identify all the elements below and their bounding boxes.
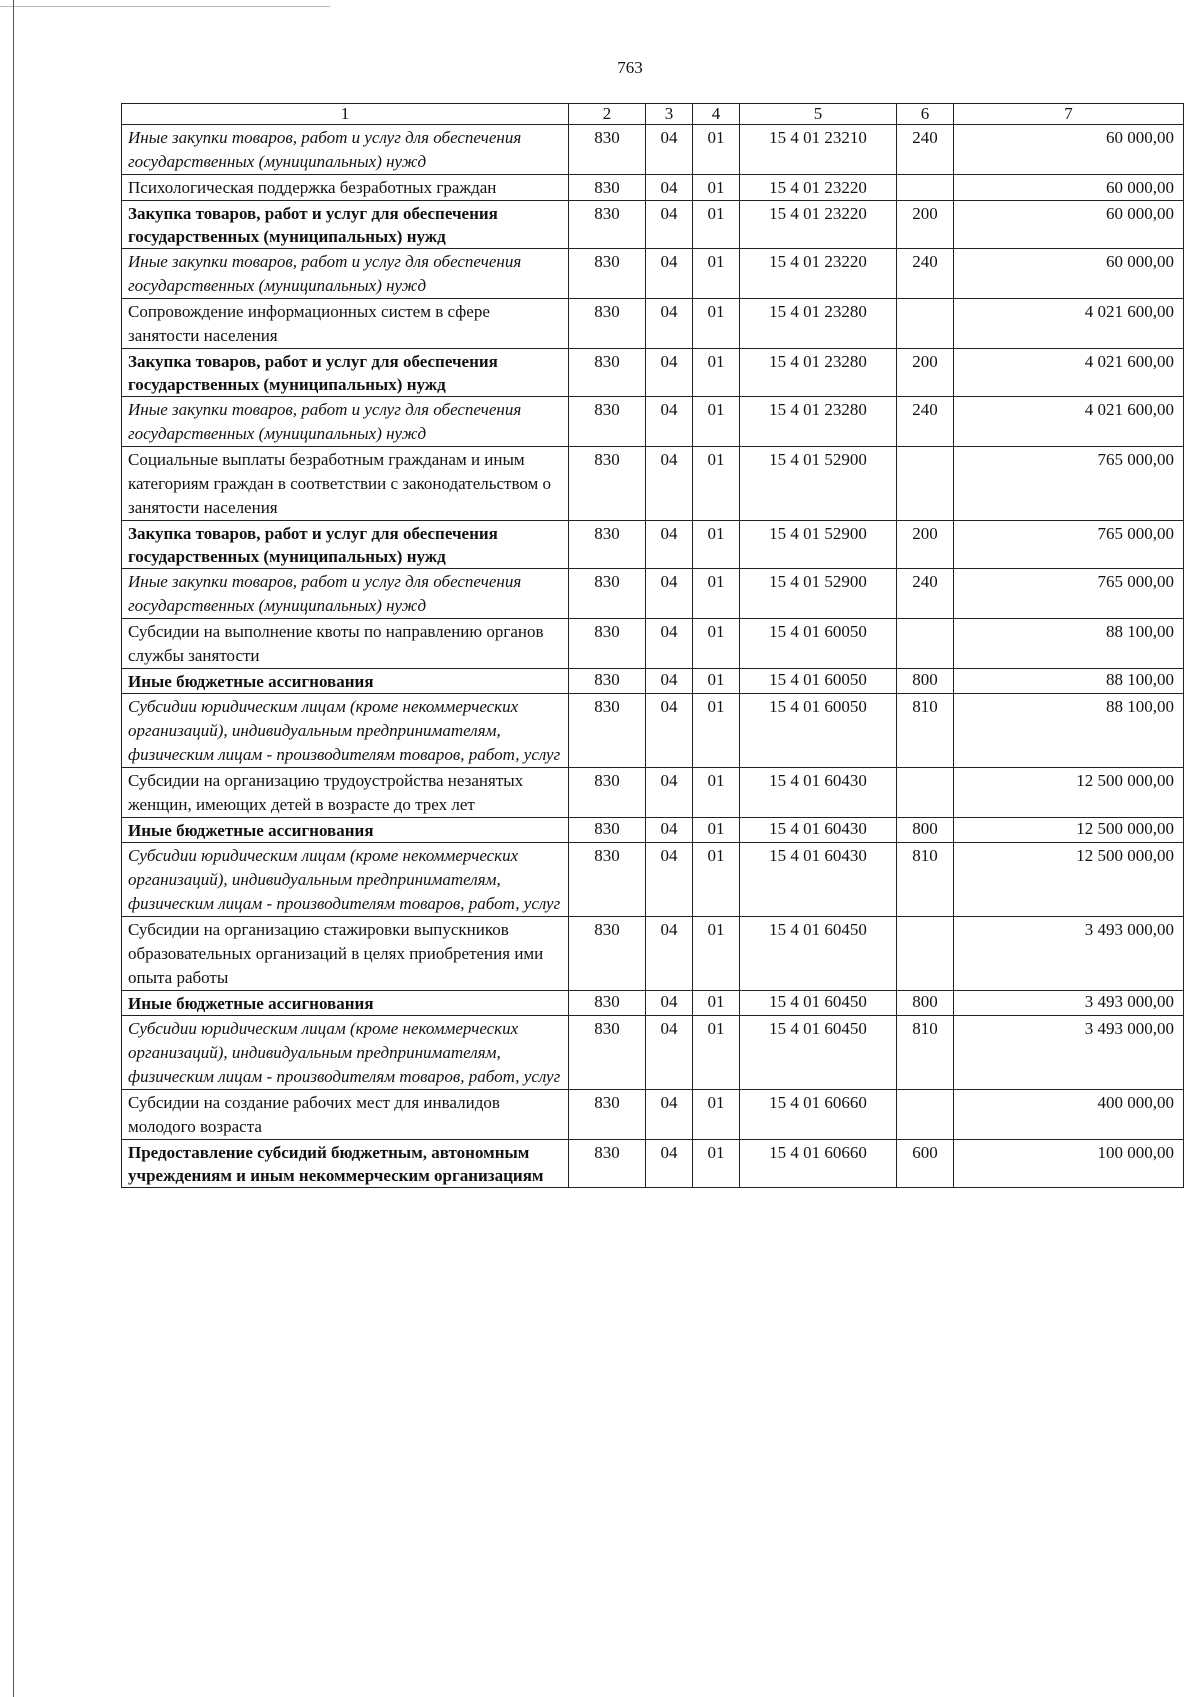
cell-amount: 88 100,00: [954, 619, 1184, 669]
cell-expense-type: 240: [897, 397, 954, 447]
cell-target-article: 15 4 01 60450: [740, 917, 897, 991]
cell-section: 04: [646, 1016, 693, 1090]
cell-amount: 12 500 000,00: [954, 843, 1184, 917]
cell-section: 04: [646, 1140, 693, 1188]
table-row: [122, 249, 1184, 299]
scan-edge-left: [13, 0, 14, 1697]
row-name: Иные бюджетные ассигнования: [122, 818, 569, 843]
cell-admin-code: 830: [569, 1016, 646, 1090]
budget-table: [121, 103, 1184, 1188]
cell-expense-type: [897, 1090, 954, 1140]
cell-amount: 60 000,00: [954, 249, 1184, 299]
cell-section: 04: [646, 818, 693, 843]
cell-expense-type: 200: [897, 201, 954, 249]
cell-subsection: 01: [693, 521, 740, 569]
cell-amount: 3 493 000,00: [954, 991, 1184, 1016]
cell-admin-code: 830: [569, 694, 646, 768]
row-name: Субсидии юридическим лицам (кроме некоммерческих организаций), индивидуальным предпринимателям, физическим лицам - производителям товаров, работ, услуг: [122, 694, 569, 768]
cell-admin-code: 830: [569, 1140, 646, 1188]
cell-expense-type: 240: [897, 249, 954, 299]
column-header: 7: [954, 104, 1184, 125]
row-name: Субсидии юридическим лицам (кроме некоммерческих организаций), индивидуальным предпринимателям, физическим лицам - производителям товаров, работ, услуг: [122, 843, 569, 917]
row-name: Иные закупки товаров, работ и услуг для обеспечения государственных (муниципальных) нужд: [122, 125, 569, 175]
row-name: Субсидии юридическим лицам (кроме некоммерческих организаций), индивидуальным предпринимателям, физическим лицам - производителям товаров, работ, услуг: [122, 1016, 569, 1090]
cell-subsection: 01: [693, 249, 740, 299]
cell-target-article: 15 4 01 23220: [740, 201, 897, 249]
cell-target-article: 15 4 01 60050: [740, 694, 897, 768]
table-row: [122, 397, 1184, 447]
cell-subsection: 01: [693, 1140, 740, 1188]
cell-expense-type: 200: [897, 349, 954, 397]
cell-expense-type: [897, 917, 954, 991]
cell-subsection: 01: [693, 991, 740, 1016]
cell-admin-code: 830: [569, 125, 646, 175]
cell-amount: 88 100,00: [954, 694, 1184, 768]
table-row: [122, 569, 1184, 619]
row-name: Иные бюджетные ассигнования: [122, 669, 569, 694]
cell-section: 04: [646, 569, 693, 619]
cell-section: 04: [646, 201, 693, 249]
cell-subsection: 01: [693, 397, 740, 447]
cell-subsection: 01: [693, 619, 740, 669]
cell-amount: 765 000,00: [954, 569, 1184, 619]
cell-admin-code: 830: [569, 447, 646, 521]
cell-section: 04: [646, 299, 693, 349]
cell-amount: 100 000,00: [954, 1140, 1184, 1188]
cell-expense-type: 800: [897, 991, 954, 1016]
cell-amount: 3 493 000,00: [954, 1016, 1184, 1090]
cell-admin-code: 830: [569, 669, 646, 694]
cell-expense-type: [897, 768, 954, 818]
table-row: [122, 818, 1184, 843]
row-name: Иные закупки товаров, работ и услуг для обеспечения государственных (муниципальных) нужд: [122, 569, 569, 619]
cell-expense-type: 800: [897, 818, 954, 843]
column-header: 4: [693, 104, 740, 125]
cell-subsection: 01: [693, 447, 740, 521]
row-name: Закупка товаров, работ и услуг для обеспечения государственных (муниципальных) нужд: [122, 349, 569, 397]
cell-admin-code: 830: [569, 569, 646, 619]
column-header: 5: [740, 104, 897, 125]
cell-section: 04: [646, 694, 693, 768]
table-row: [122, 175, 1184, 201]
cell-admin-code: 830: [569, 619, 646, 669]
scan-edge-top: [0, 6, 330, 7]
cell-section: 04: [646, 991, 693, 1016]
row-name: Иные бюджетные ассигнования: [122, 991, 569, 1016]
cell-target-article: 15 4 01 23280: [740, 397, 897, 447]
cell-target-article: 15 4 01 52900: [740, 521, 897, 569]
cell-subsection: 01: [693, 669, 740, 694]
row-name: Иные закупки товаров, работ и услуг для обеспечения государственных (муниципальных) нужд: [122, 397, 569, 447]
cell-subsection: 01: [693, 201, 740, 249]
row-name: Закупка товаров, работ и услуг для обеспечения государственных (муниципальных) нужд: [122, 521, 569, 569]
cell-admin-code: 830: [569, 917, 646, 991]
row-name: Субсидии на создание рабочих мест для инвалидов молодого возраста: [122, 1090, 569, 1140]
cell-admin-code: 830: [569, 843, 646, 917]
cell-section: 04: [646, 768, 693, 818]
cell-section: 04: [646, 249, 693, 299]
cell-subsection: 01: [693, 299, 740, 349]
table-row: [122, 201, 1184, 249]
cell-admin-code: 830: [569, 249, 646, 299]
cell-admin-code: 830: [569, 991, 646, 1016]
cell-expense-type: [897, 447, 954, 521]
table-row: [122, 1016, 1184, 1090]
cell-amount: 60 000,00: [954, 201, 1184, 249]
cell-admin-code: 830: [569, 349, 646, 397]
cell-section: 04: [646, 447, 693, 521]
cell-amount: 12 500 000,00: [954, 818, 1184, 843]
cell-expense-type: [897, 175, 954, 201]
cell-target-article: 15 4 01 60050: [740, 619, 897, 669]
cell-expense-type: 810: [897, 1016, 954, 1090]
cell-expense-type: 800: [897, 669, 954, 694]
cell-target-article: 15 4 01 23280: [740, 299, 897, 349]
cell-admin-code: 830: [569, 397, 646, 447]
column-header: 1: [122, 104, 569, 125]
table-row: [122, 669, 1184, 694]
cell-target-article: 15 4 01 23210: [740, 125, 897, 175]
column-number-row: [122, 104, 1184, 125]
cell-admin-code: 830: [569, 201, 646, 249]
cell-section: 04: [646, 125, 693, 175]
table-row: [122, 349, 1184, 397]
cell-admin-code: 830: [569, 818, 646, 843]
cell-section: 04: [646, 175, 693, 201]
cell-amount: 4 021 600,00: [954, 397, 1184, 447]
table-row: [122, 447, 1184, 521]
cell-admin-code: 830: [569, 521, 646, 569]
row-name: Сопровождение информационных систем в сфере занятости населения: [122, 299, 569, 349]
cell-target-article: 15 4 01 60430: [740, 818, 897, 843]
column-header: 2: [569, 104, 646, 125]
cell-amount: 400 000,00: [954, 1090, 1184, 1140]
cell-section: 04: [646, 397, 693, 447]
cell-subsection: 01: [693, 768, 740, 818]
cell-admin-code: 830: [569, 768, 646, 818]
cell-admin-code: 830: [569, 299, 646, 349]
row-name: Социальные выплаты безработным гражданам и иным категориям граждан в соответствии с законодательством о занятости населения: [122, 447, 569, 521]
cell-expense-type: [897, 299, 954, 349]
cell-target-article: 15 4 01 60430: [740, 843, 897, 917]
cell-section: 04: [646, 843, 693, 917]
cell-subsection: 01: [693, 843, 740, 917]
table-row: [122, 768, 1184, 818]
cell-expense-type: 200: [897, 521, 954, 569]
cell-subsection: 01: [693, 818, 740, 843]
cell-admin-code: 830: [569, 175, 646, 201]
cell-amount: 765 000,00: [954, 447, 1184, 521]
table-row: [122, 299, 1184, 349]
table-row: [122, 619, 1184, 669]
cell-target-article: 15 4 01 23220: [740, 249, 897, 299]
row-name: Субсидии на организацию стажировки выпускников образовательных организаций в целях приобретения ими опыта работы: [122, 917, 569, 991]
cell-expense-type: 810: [897, 843, 954, 917]
cell-expense-type: 600: [897, 1140, 954, 1188]
cell-target-article: 15 4 01 23220: [740, 175, 897, 201]
cell-target-article: 15 4 01 23280: [740, 349, 897, 397]
table-row: [122, 843, 1184, 917]
table-row: [122, 1140, 1184, 1188]
cell-amount: 60 000,00: [954, 125, 1184, 175]
cell-target-article: 15 4 01 60450: [740, 1016, 897, 1090]
cell-amount: 88 100,00: [954, 669, 1184, 694]
cell-target-article: 15 4 01 52900: [740, 447, 897, 521]
cell-subsection: 01: [693, 175, 740, 201]
page-number: 763: [617, 58, 643, 77]
cell-amount: 3 493 000,00: [954, 917, 1184, 991]
cell-expense-type: 810: [897, 694, 954, 768]
cell-subsection: 01: [693, 1016, 740, 1090]
cell-section: 04: [646, 917, 693, 991]
cell-section: 04: [646, 521, 693, 569]
cell-subsection: 01: [693, 569, 740, 619]
column-header: 3: [646, 104, 693, 125]
cell-amount: 12 500 000,00: [954, 768, 1184, 818]
table-row: [122, 991, 1184, 1016]
cell-expense-type: 240: [897, 569, 954, 619]
cell-target-article: 15 4 01 60450: [740, 991, 897, 1016]
row-name: Предоставление субсидий бюджетным, автономным учреждениям и иным некоммерческим организациям: [122, 1140, 569, 1188]
cell-target-article: 15 4 01 60660: [740, 1140, 897, 1188]
row-name: Психологическая поддержка безработных граждан: [122, 175, 569, 201]
table-row: [122, 917, 1184, 991]
cell-target-article: 15 4 01 60430: [740, 768, 897, 818]
cell-subsection: 01: [693, 917, 740, 991]
cell-admin-code: 830: [569, 1090, 646, 1140]
cell-section: 04: [646, 1090, 693, 1140]
cell-target-article: 15 4 01 60660: [740, 1090, 897, 1140]
cell-target-article: 15 4 01 52900: [740, 569, 897, 619]
table-row: [122, 1090, 1184, 1140]
cell-amount: 765 000,00: [954, 521, 1184, 569]
cell-subsection: 01: [693, 694, 740, 768]
cell-subsection: 01: [693, 1090, 740, 1140]
cell-subsection: 01: [693, 349, 740, 397]
cell-amount: 60 000,00: [954, 175, 1184, 201]
cell-section: 04: [646, 619, 693, 669]
row-name: Субсидии на выполнение квоты по направлению органов службы занятости: [122, 619, 569, 669]
row-name: Субсидии на организацию трудоустройства незанятых женщин, имеющих детей в возрасте до трех лет: [122, 768, 569, 818]
cell-amount: 4 021 600,00: [954, 349, 1184, 397]
cell-target-article: 15 4 01 60050: [740, 669, 897, 694]
table-row: [122, 521, 1184, 569]
table-row: [122, 125, 1184, 175]
column-header: 6: [897, 104, 954, 125]
cell-section: 04: [646, 349, 693, 397]
row-name: Закупка товаров, работ и услуг для обеспечения государственных (муниципальных) нужд: [122, 201, 569, 249]
row-name: Иные закупки товаров, работ и услуг для обеспечения государственных (муниципальных) нужд: [122, 249, 569, 299]
cell-amount: 4 021 600,00: [954, 299, 1184, 349]
cell-expense-type: [897, 619, 954, 669]
cell-expense-type: 240: [897, 125, 954, 175]
cell-section: 04: [646, 669, 693, 694]
cell-subsection: 01: [693, 125, 740, 175]
table-row: [122, 694, 1184, 768]
